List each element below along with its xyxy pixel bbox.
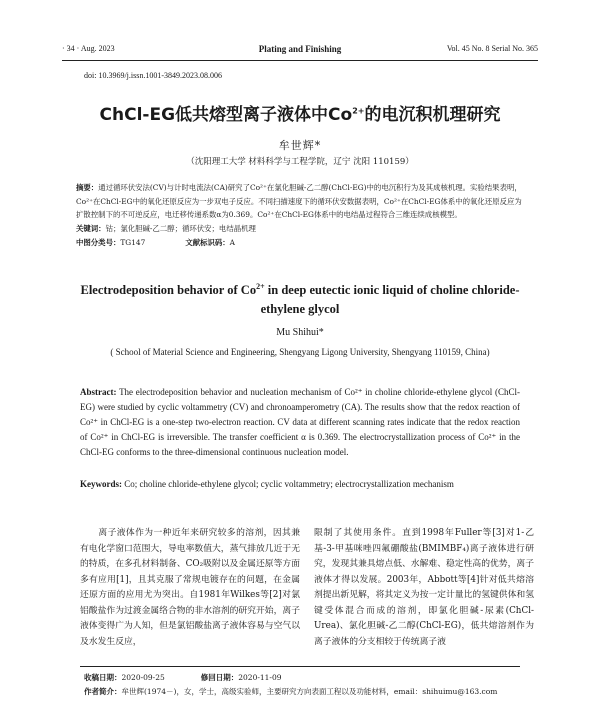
zh-affiliation: （沈阳理工大学 材料科学与工程学院，辽宁 沈阳 110159） [186,157,414,167]
zh-title: ChCl-EG低共熔型离子液体中$Co^{2+}$的电沉积机理研究 [99,105,501,125]
en-title: Electrodeposition behavior of $Co^{2+}$ in deep eutectic ionic liquid of choline chloride-ethylene glycol [80,282,520,317]
en-keywords [80,477,520,492]
zh-keywords-label: 关键词： [76,224,106,234]
en-abstract-label: Abstract: [80,387,117,397]
zh-doc-code: A [229,237,236,247]
received-date: 2020-09-25 [121,673,165,682]
en-abstract-text: The electrodeposition behavior and nucleation mechanism of Co²⁺ in choline chloride-ethylene glycol (ChCl-EG) were studied by cyclic voltammetry (CV) and chronoamperometry (CA). The results show that the redox reaction of Co²⁺ in ChCl-EG is a one-step two-electron reaction. CV data at different scanning rates indicate that the redox reaction of Co²⁺ in ChCl-EG is irreversible. The transfer coefficient α is 0.369. The electrocrystallization process of Co²⁺ in the ChCl-EG conforms to the three-dimensional continuous nucleation model. [80,387,520,457]
header-page-date: · 34 · Aug. 2023 [62,44,115,53]
zh-keywords: 钴；氯化胆碱-乙二醇；循环伏安；电结晶机理 [105,224,256,234]
running-header [62,44,538,58]
header-journal: Plating and Finishing [258,44,342,54]
zh-clc-label: 中图分类号： [76,237,121,247]
en-author: Mu Shihui* [276,327,324,338]
header-volume: Vol. 45 No. 8 Serial No. 365 [446,44,538,53]
received-label: 收稿日期： [84,673,122,682]
doi: doi: 10.3969/j.issn.1001-3849.2023.08.006 [84,71,223,80]
zh-abstract-text: 通过循环伏安法(CV)与计时电流法(CA)研究了Co²⁺在氯化胆碱-乙二醇(ChCl-EG)中的电沉积行为及其成核机理。实验结果表明，Co²⁺在ChCl-EG中的氧化还原反应为一步双电子反应。不同扫描速度下的循环伏安数据表明，Co²⁺在ChCl-EG体系中的氧化还原反应为扩散控制下的不可逆反应，电迁移传递系数α为0.369。Co²⁺在ChCl-EG体系中的电结晶过程符合三维连续成核模型。 [76,183,522,220]
body-column-right: 限制了其使用条件。直到1998年Fuller等[3]对1-乙基-3-甲基咪唑四氟硼酸盐(BMIMBF₄)离子液体进行研究，发现其兼具熔点低、水解难、稳定性高的优势，离子液体才得以发展。2003年，Abbott等[4]针对低共熔溶剂提出新见解，将其定义为按一定计量比的氢键供体和氢键受体混合而成的溶剂，即氯化胆碱-尿素(ChCl-Urea)、氯化胆碱-乙二醇(ChCl-EG)，低共熔溶剂作为离子液体的分支相较于传统离子液 [314,528,534,647]
author-info-label: 作者简介： [84,687,122,696]
en-keywords-text: Co; choline chloride-ethylene glycol; cyclic voltammetry; electrocrystallization mechanism [124,479,454,489]
zh-author: 牟世辉* [278,139,322,152]
author-info-text: 牟世辉(1974－)，女，学士，高级实验师，主要研究方向表面工程以及功能材料，email：shihuimu@163.com [121,687,498,696]
revised-date: 2020-11-09 [238,673,282,682]
zh-abstract [76,181,522,250]
body-column-left: 离子液体作为一种近年来研究较多的溶剂，因其兼有电化学窗口范围大，导电率数值大，蒸气排放几近于无的特质，在多孔材料制备、CO₂吸附以及金属还原等方面多有应用[1]，且其克服了常规电镀存在的问题，在金属还原方面的应用尤为突出。自1981年Wilkes等[2]对氯铝酸盐作为过渡金属络合物的非水溶剂的研究开始，离子液体变得广为人知，但是氯铝酸盐离子液体容易与空气以及水发生反应， [80,528,300,647]
footer-author-info [84,686,497,697]
zh-doc-code-label: 文献标识码： [185,237,230,247]
zh-clc: TG147 [120,237,146,247]
zh-abstract-label: 摘要： [76,183,99,192]
en-keywords-label: Keywords: [80,479,122,489]
en-abstract [80,385,520,460]
revised-label: 修回日期： [200,673,239,682]
header-rule [62,60,538,61]
footer-dates [84,672,282,683]
en-affiliation: ( School of Material Science and Engineering, Shengyang Ligong University, Shengyang 110159, China) [110,347,490,357]
footer-rule [80,666,520,667]
